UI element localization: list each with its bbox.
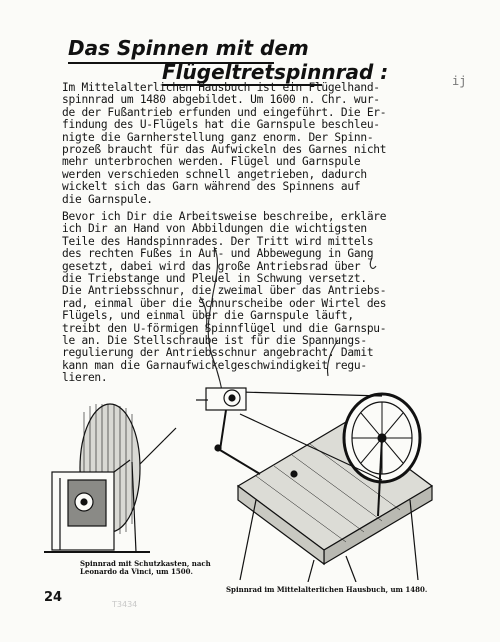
hausbuch-spinning-wheel-illustration [196,366,456,582]
caption-left-line: Leonardo da Vinci, um 1500. [80,567,193,576]
title-line-2: Flügeltretspinnrad : [162,60,389,84]
text-line: des rechten Fußes in Auf- und Abbewegung in Gang [62,247,374,261]
text-line: spinnrad um 1480 abgebildet. Um 1600 n. Chr. wur- [62,93,380,107]
leonardo-spinning-wheel-illustration [40,392,190,560]
text-line: rad, einmal über die Schnurscheibe oder Wirtel des [62,296,387,310]
caption-left [80,560,211,576]
text-line: regulierung der Antriebsschnur angebracht. Damit [62,346,374,360]
text-line: findung des U-Flügels hat die Garnspule beschleu- [62,118,380,132]
text-line: wickelt sich das Garn während des Spinnens auf [62,180,361,194]
caption-left-line: Spinnrad mit Schutzkasten, nach [80,559,211,568]
text-line: lieren. [62,371,108,385]
text-line: le an. Die Stellschraube ist für die Spannungs- [62,334,367,348]
text-line: Flügels, und einmal über die Garnspule läuft, [62,309,354,323]
text-line: nigte die Garnherstellung ganz enorm. Der Spinn- [62,130,374,144]
margin-mark: ij [452,74,467,88]
title-line-1: Das Spinnen mit dem [68,36,309,60]
text-line: mehr unterbrochen werden. Flügel und Garnspule [62,155,361,169]
text-line: werden verschieden schnell angetrieben, dadurch [62,167,367,181]
text-line: Die Antriebsschnur, die zweimal über das Antriebs- [62,284,387,298]
text-line: Teile des Handspinnrades. Der Tritt wird mittels [62,234,374,248]
text-line: gesetzt, dabei wird das große Antriebsrad über [62,259,361,273]
text-line: treibt den U-förmigen Spinnflügel und die Garnspu- [62,321,387,335]
text-line: Bevor ich Dir die Arbeitsweise beschreibe, erkläre [62,210,387,223]
text-line: die Triebstange und Pleuel in Schwung versetzt. [62,272,367,286]
text-line: die Garnspule. [62,192,153,206]
page-number: 24 [44,590,63,605]
text-line: ich Dir an Hand von Abbildungen die wichtigsten [62,222,367,236]
text-line: prozeß braucht für das Aufwickeln des Garnes nicht [62,143,387,157]
archive-stamp: T3434 [112,600,138,609]
text-line: Im Mittelalterlichen Hausbuch ist ein Flügelhand- [62,81,380,94]
text-line: de der Fußantrieb erfunden und eingeführt. Die Er- [62,105,387,119]
text-line: kann man die Garnaufwickelgeschwindigkeit regu- [62,358,367,372]
caption-right: Spinnrad im Mittelalterlichen Hausbuch, um 1480. [226,585,428,594]
